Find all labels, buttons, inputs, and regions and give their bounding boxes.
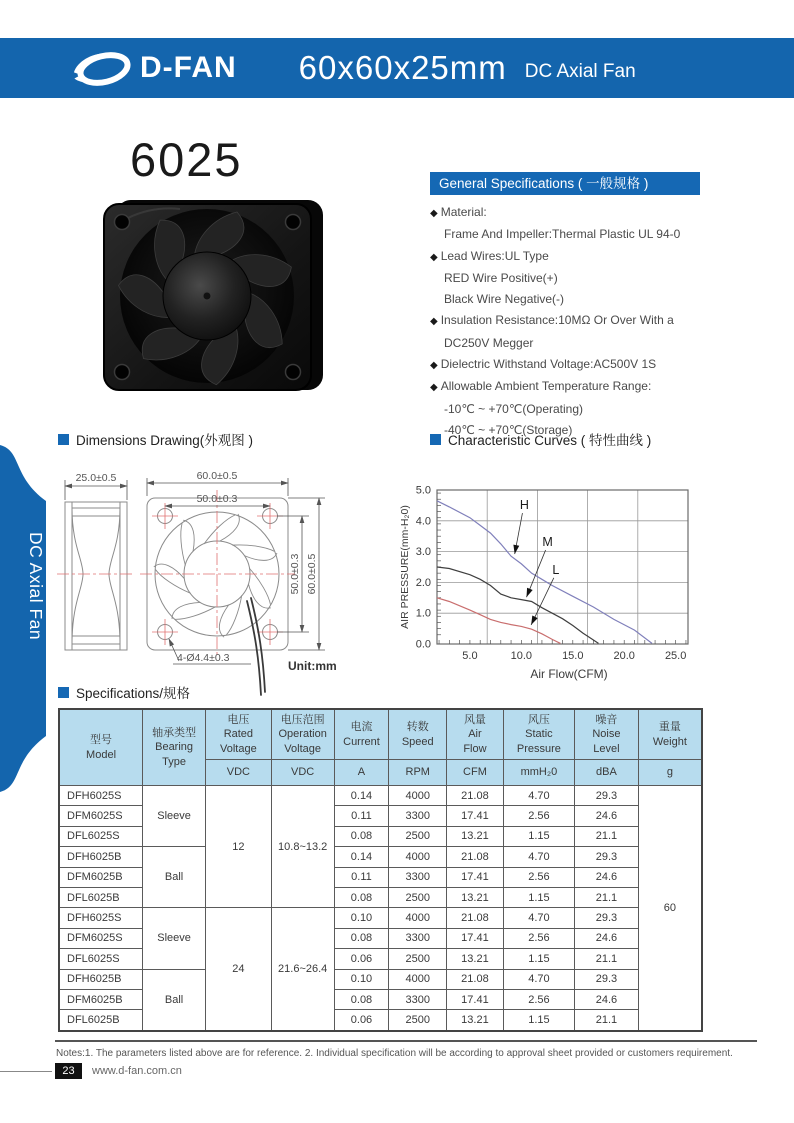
dim-height-inner-label: 50.0±0.3 <box>289 553 301 595</box>
svg-text:25.0: 25.0 <box>664 650 687 662</box>
table-cell: DFH6025S <box>59 908 143 928</box>
table-cell: 1.15 <box>503 826 574 846</box>
table-cell: 24.6 <box>575 928 639 948</box>
size-title: 60x60x25mm <box>298 49 507 86</box>
table-cell: Ball <box>143 969 206 1031</box>
column-unit: g <box>638 760 702 786</box>
table-cell: DFM6025B <box>59 989 143 1009</box>
table-cell: 21.1 <box>575 949 639 969</box>
page-badge-line <box>0 1071 52 1072</box>
brand-logo-icon <box>70 46 136 90</box>
section-heading-specs <box>58 682 190 702</box>
hub-center <box>203 292 211 300</box>
table-cell: 4.70 <box>503 786 574 806</box>
column-header: 电流 Current <box>334 709 389 760</box>
column-unit: mmH₂0 <box>503 760 574 786</box>
spec-item-text: -10℃ ~ +70℃(Operating) <box>444 401 584 416</box>
section-title: Specifications/规格 <box>76 686 191 701</box>
table-cell: DFM6025S <box>59 928 143 948</box>
table-cell: 1.15 <box>503 1010 574 1031</box>
section-bullet-icon <box>58 687 69 698</box>
website-url: www.d-fan.com.cn <box>92 1065 182 1077</box>
svg-text:H: H <box>519 498 529 513</box>
table-cell: 17.41 <box>447 989 504 1009</box>
table-row <box>59 908 702 928</box>
table-cell: 21.1 <box>575 887 639 907</box>
table-cell: 21.1 <box>575 1010 639 1031</box>
svg-text:5.0: 5.0 <box>462 650 478 662</box>
table-cell: 13.21 <box>447 826 504 846</box>
side-tab <box>0 440 52 803</box>
chart-annotations <box>513 498 559 625</box>
dim-width-inner-label: 50.0±0.3 <box>196 493 238 505</box>
fan-type-title: DC Axial Fan <box>524 61 636 82</box>
table-cell: 60 <box>638 786 702 1031</box>
general-specs <box>430 172 720 441</box>
column-header: 电压 Rated Voltage <box>206 709 272 760</box>
table-cell: 0.08 <box>334 928 389 948</box>
table-cell: Sleeve <box>143 786 206 847</box>
dim-width-outer-label: 60.0±0.5 <box>196 470 238 482</box>
table-cell: 2500 <box>389 949 447 969</box>
table-cell: 13.21 <box>447 949 504 969</box>
diamond-bullet-icon: ◆ <box>430 316 438 328</box>
dimensions-drawing <box>55 450 425 707</box>
table-cell: 21.08 <box>447 847 504 867</box>
column-header: 型号 Model <box>59 709 143 786</box>
table-cell: 0.06 <box>334 949 389 969</box>
table-cell: 2.56 <box>503 928 574 948</box>
table-cell: DFL6025B <box>59 887 143 907</box>
table-cell: 12 <box>206 786 272 908</box>
table-cell: 21.08 <box>447 969 504 989</box>
table-cell: 21.08 <box>447 908 504 928</box>
chart-grid <box>437 490 688 644</box>
brand <box>70 46 237 90</box>
mounting-hole-icon <box>286 365 301 380</box>
chart-frame <box>437 490 688 644</box>
table-cell: 2.56 <box>503 806 574 826</box>
table-cell: 0.08 <box>334 887 389 907</box>
table-cell: 3300 <box>389 989 447 1009</box>
diamond-bullet-icon: ◆ <box>430 208 438 219</box>
table-cell: 24.6 <box>575 989 639 1009</box>
spec-item-text: RED Wire Positive(+) <box>444 270 558 285</box>
table-cell: Ball <box>143 847 206 908</box>
svg-text:3.0: 3.0 <box>415 546 431 559</box>
dim-height-outer-label: 60.0±0.5 <box>306 553 318 595</box>
table-cell: 3300 <box>389 928 447 948</box>
chart-curves <box>437 501 652 644</box>
spec-item-text: Insulation Resistance:10MΩ Or Over With a <box>440 313 674 328</box>
table-cell: DFH6025S <box>59 786 143 806</box>
table-row <box>59 969 702 989</box>
table-cell: 21.6~26.4 <box>271 908 334 1031</box>
table-cell: DFL6025S <box>59 949 143 969</box>
table-cell: 24.6 <box>575 867 639 887</box>
table-cell: DFL6025S <box>59 826 143 846</box>
table-cell: 4000 <box>389 786 447 806</box>
svg-text:0.0: 0.0 <box>415 638 431 651</box>
column-unit: CFM <box>447 760 504 786</box>
diamond-bullet-icon: ◆ <box>430 360 438 372</box>
column-unit: RPM <box>389 760 447 786</box>
spec-item <box>430 224 720 245</box>
table-cell: DFM6025B <box>59 867 143 887</box>
mounting-hole-icon <box>286 215 301 230</box>
svg-text:L: L <box>552 562 560 577</box>
header-bar <box>0 38 794 98</box>
table-cell: 2500 <box>389 887 447 907</box>
table-cell: 29.3 <box>575 786 639 806</box>
table-cell: 0.11 <box>334 867 389 887</box>
table-cell: 0.10 <box>334 969 389 989</box>
table-cell: 17.41 <box>447 867 504 887</box>
table-cell: 21.1 <box>575 826 639 846</box>
diamond-bullet-icon: ◆ <box>430 382 438 394</box>
spec-item <box>430 354 720 376</box>
table-cell: 17.41 <box>447 806 504 826</box>
table-cell: 1.15 <box>503 887 574 907</box>
table-cell: 24.6 <box>575 806 639 826</box>
table-cell: 0.06 <box>334 1010 389 1031</box>
table-cell: DFH6025B <box>59 969 143 989</box>
svg-text:10.0: 10.0 <box>510 650 533 662</box>
table-cell: DFM6025S <box>59 806 143 826</box>
table-cell: 4.70 <box>503 969 574 989</box>
lead-wires <box>247 598 265 695</box>
spec-item <box>430 246 720 268</box>
column-header: 噪音 Noise Level <box>575 709 639 760</box>
general-specs-banner: General Specifications ( 一般规格 ) <box>430 172 700 195</box>
table-cell: 29.3 <box>575 908 639 928</box>
general-specs-list <box>430 202 720 441</box>
svg-text:1.0: 1.0 <box>415 607 431 620</box>
spec-item-text: Black Wire Negative(-) <box>444 292 565 307</box>
table-cell: 29.3 <box>575 969 639 989</box>
table-cell: Sleeve <box>143 908 206 969</box>
page-number-badge: 23 <box>55 1063 82 1079</box>
table-cell: 24 <box>206 908 272 1031</box>
mounting-hole-icon <box>115 215 130 230</box>
spec-item <box>430 268 720 289</box>
table-cell: 21.08 <box>447 786 504 806</box>
spec-item <box>430 310 720 332</box>
column-header: 重量 Weight <box>638 709 702 760</box>
side-view <box>65 502 127 650</box>
table-cell: 0.14 <box>334 847 389 867</box>
spec-item-text: Material: <box>440 205 487 219</box>
table-cell: 2500 <box>389 826 447 846</box>
spec-item-text: DC250V Megger <box>444 335 534 350</box>
section-title: Dimensions Drawing(外观图 ) <box>76 433 254 448</box>
table-cell: 17.41 <box>447 928 504 948</box>
section-bullet-icon <box>430 434 441 445</box>
table-cell: 0.14 <box>334 786 389 806</box>
fan-photo <box>88 196 333 403</box>
column-unit: dBA <box>575 760 639 786</box>
curve-chart <box>395 450 740 695</box>
footer-notes: Notes:1. The parameters listed above are for reference. 2. Individual specification will be according to approval sheet provided or customers requirement. <box>56 1048 733 1059</box>
svg-text:4.0: 4.0 <box>415 515 431 528</box>
footer-rule <box>55 1040 757 1042</box>
table-cell: 4.70 <box>503 847 574 867</box>
table-cell: 4000 <box>389 908 447 928</box>
table-cell: 4.70 <box>503 908 574 928</box>
centerlines-red <box>140 490 295 658</box>
side-tab-label: DC Axial Fan <box>26 532 46 641</box>
table-cell: 0.10 <box>334 908 389 928</box>
table-cell: 1.15 <box>503 949 574 969</box>
chart-y-label: AIR PRESSURE(mm-H₂0) <box>399 505 411 629</box>
table-cell: 2.56 <box>503 867 574 887</box>
svg-text:M: M <box>542 535 553 550</box>
column-header: 转数 Speed <box>389 709 447 760</box>
spec-item <box>430 376 720 398</box>
section-title: Characteristic Curves ( 特性曲线 ) <box>448 433 652 448</box>
svg-text:2.0: 2.0 <box>415 576 431 589</box>
table-row <box>59 786 702 806</box>
spec-item <box>430 399 720 420</box>
column-header: 风量 Air Flow <box>447 709 504 760</box>
unit-label: Unit:mm <box>288 659 337 673</box>
svg-text:20.0: 20.0 <box>613 650 635 662</box>
table-cell: DFL6025B <box>59 1010 143 1031</box>
spec-item <box>430 333 720 354</box>
dim-depth-label: 25.0±0.5 <box>75 472 117 484</box>
column-header: 电压范围 Operation Voltage <box>271 709 334 760</box>
spec-item-text: Frame And Impeller:Thermal Plastic UL 94-0 <box>444 227 681 242</box>
spec-item <box>430 202 720 224</box>
table-cell: 0.08 <box>334 989 389 1009</box>
table-cell: 2500 <box>389 1010 447 1031</box>
table-cell: 13.21 <box>447 1010 504 1031</box>
spec-item <box>430 289 720 310</box>
column-unit: A <box>334 760 389 786</box>
section-heading-curves <box>430 429 651 449</box>
column-header: 风压 Static Pressure <box>503 709 574 760</box>
svg-text:15.0: 15.0 <box>562 650 584 662</box>
spec-item-text: Lead Wires:UL Type <box>440 248 549 263</box>
column-unit: VDC <box>206 760 272 786</box>
section-heading-dimensions <box>58 429 253 449</box>
table-row <box>59 847 702 867</box>
table-cell: 0.11 <box>334 806 389 826</box>
table-cell: 4000 <box>389 847 447 867</box>
column-unit: VDC <box>271 760 334 786</box>
table-cell: 2.56 <box>503 989 574 1009</box>
brand-name: D-FAN <box>140 51 237 84</box>
holes-callout-label: 4-Ø4.4±0.3 <box>177 652 230 664</box>
table-cell: 3300 <box>389 867 447 887</box>
table-cell: 3300 <box>389 806 447 826</box>
spec-item-text: Dielectric Withstand Voltage:AC500V 1S <box>440 357 657 372</box>
column-header: 轴承类型 Bearing Type <box>143 709 206 786</box>
diamond-bullet-icon: ◆ <box>430 251 438 263</box>
table-cell: 4000 <box>389 969 447 989</box>
section-bullet-icon <box>58 434 69 445</box>
chart-x-label: Air Flow(CFM) <box>530 667 608 681</box>
svg-text:5.0: 5.0 <box>415 484 431 497</box>
table-cell: 13.21 <box>447 887 504 907</box>
spec-table <box>58 708 703 1032</box>
mounting-hole-icon <box>115 365 130 380</box>
spec-item-text: -40℃ ~ +70℃(Storage) <box>444 422 573 437</box>
table-cell: 29.3 <box>575 847 639 867</box>
spec-item-text: Allowable Ambient Temperature Range: <box>440 379 652 394</box>
table-cell: 10.8~13.2 <box>271 786 334 908</box>
table-cell: DFH6025B <box>59 847 143 867</box>
model-number: 6025 <box>130 133 243 186</box>
table-cell: 0.08 <box>334 826 389 846</box>
